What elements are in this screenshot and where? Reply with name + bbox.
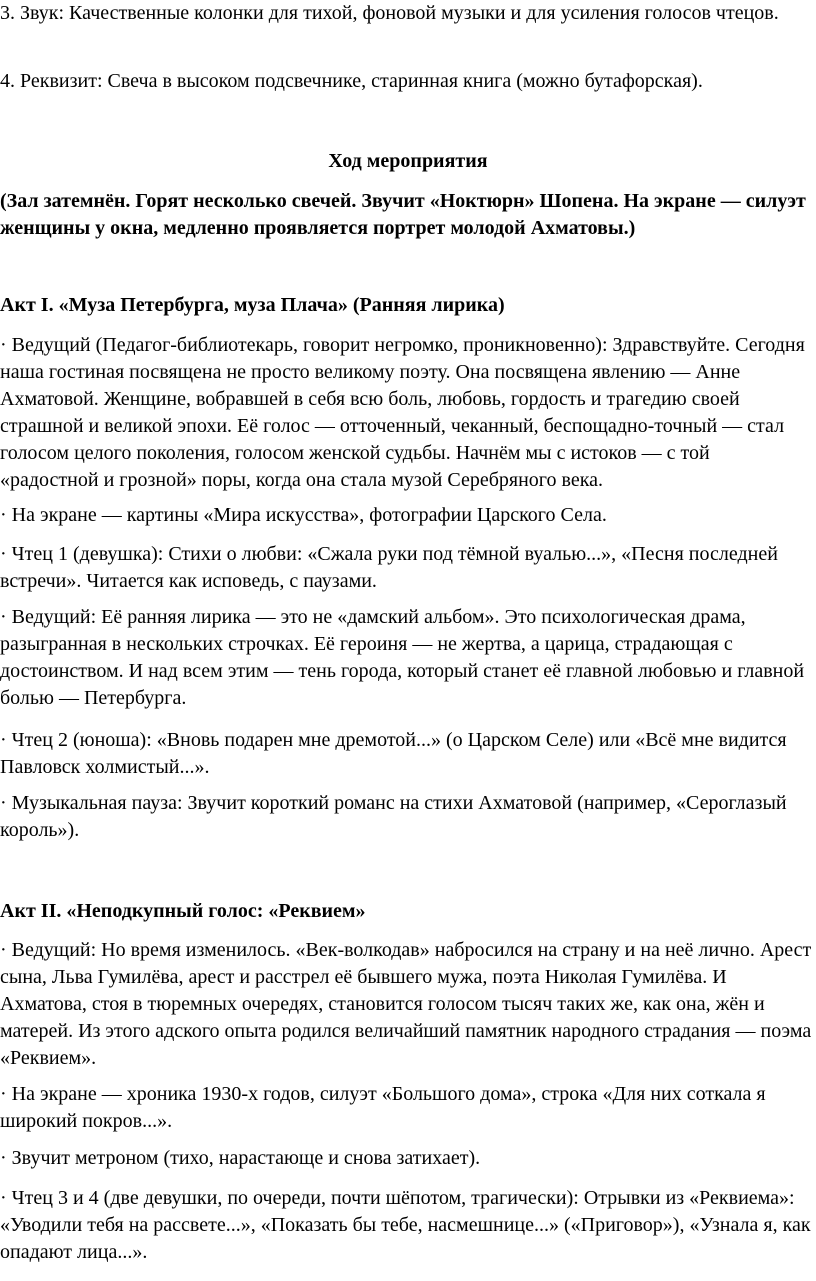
paragraph-props: 4. Реквизит: Свеча в высоком подсвечнике, старинная книга (можно бутафорская). <box>0 70 703 92</box>
paragraph-musical-pause: · Музыкальная пауза: Звучит короткий романс на стихи Ахматовой (например, «Сероглазый король»). <box>0 792 787 841</box>
paragraph-host-intro: · Ведущий (Педагог-библиотекарь, говорит негромко, проникновенно): Здравствуйте. Сегодня наша гостиная посвящена не просто великому поэту. Она посвящена явлению — Анне Ахматовой. Женщине, вобравшей в себя всю боль, любовь, гордость и трагедию своей страшной и великой эпохи. Её голос — отточенный, чеканный, беспощадно-точный — стал голосом целого поколения, голосом женской судьбы. Начнём мы с истоков — с той «радостной и грозной» поры, когда она стала музой Серебряного века. <box>0 334 805 491</box>
section-heading-event-course: Ход мероприятия <box>328 150 488 172</box>
stage-direction: (Зал затемнён. Горят несколько свечей. Звучит «Ноктюрн» Шопена. На экране — силуэт женщины у окна, медленно проявляется портрет молодой Ахматовы.) <box>0 190 806 239</box>
paragraph-metronome: · Звучит метроном (тихо, нарастающе и снова затихает). <box>0 1147 481 1169</box>
paragraph-screen-mir-iskusstva: · На экране — картины «Мира искусства», фотографии Царского Села. <box>0 504 607 526</box>
paragraph-readers-3-4: · Чтец 3 и 4 (две девушки, по очереди, почти шёпотом, трагически): Отрывки из «Реквиема»: «Уводили тебя на рассвете...», «Показать бы тебе, насмешнице...» («Приговор»), «Узнала я, как опадают лица...». <box>0 1187 811 1263</box>
paragraph-host-early-lyrics: · Ведущий: Её ранняя лирика — это не «дамский альбом». Это психологическая драма, разыгранная в нескольких строчках. Её героиня — не жертва, а царица, страдающая с достоинством. И над всем этим — тень города, который станет её главной любовью и главной болью — Петербурга. <box>0 606 805 709</box>
paragraph-screen-chronicle: · На экране — хроника 1930-х годов, силуэт «Большого дома», строка «Для них соткала я широкий покров...». <box>0 1083 766 1132</box>
paragraph-host-requiem: · Ведущий: Но время изменилось. «Век-волкодав» набросился на страну и на неё лично. Арест сына, Льва Гумилёва, арест и расстрел её бывшего мужа, поэта Николая Гумилёва. И Ахматова, стоя в тюремных очередях, становится голосом тысяч таких же, как она, жён и матерей. Из этого адского опыта родился величайший памятник народного страдания — поэма «Реквием». <box>0 939 812 1069</box>
act-two-heading: Акт II. «Неподкупный голос: «Реквием» <box>0 900 366 922</box>
act-one-heading: Акт I. «Муза Петербурга, муза Плача» (Ранняя лирика) <box>0 294 505 316</box>
paragraph-reader-1: · Чтец 1 (девушка): Стихи о любви: «Сжала руки под тёмной вуалью...», «Песня последней встречи». Читается как исповедь, с паузами. <box>0 543 778 592</box>
paragraph-sound: 3. Звук: Качественные колонки для тихой, фоновой музыки и для усиления голосов чтецов. <box>0 2 779 24</box>
paragraph-reader-2: · Чтец 2 (юноша): «Вновь подарен мне дремотой...» (о Царском Селе) или «Всё мне видится Павловск холмистый...». <box>0 729 787 778</box>
